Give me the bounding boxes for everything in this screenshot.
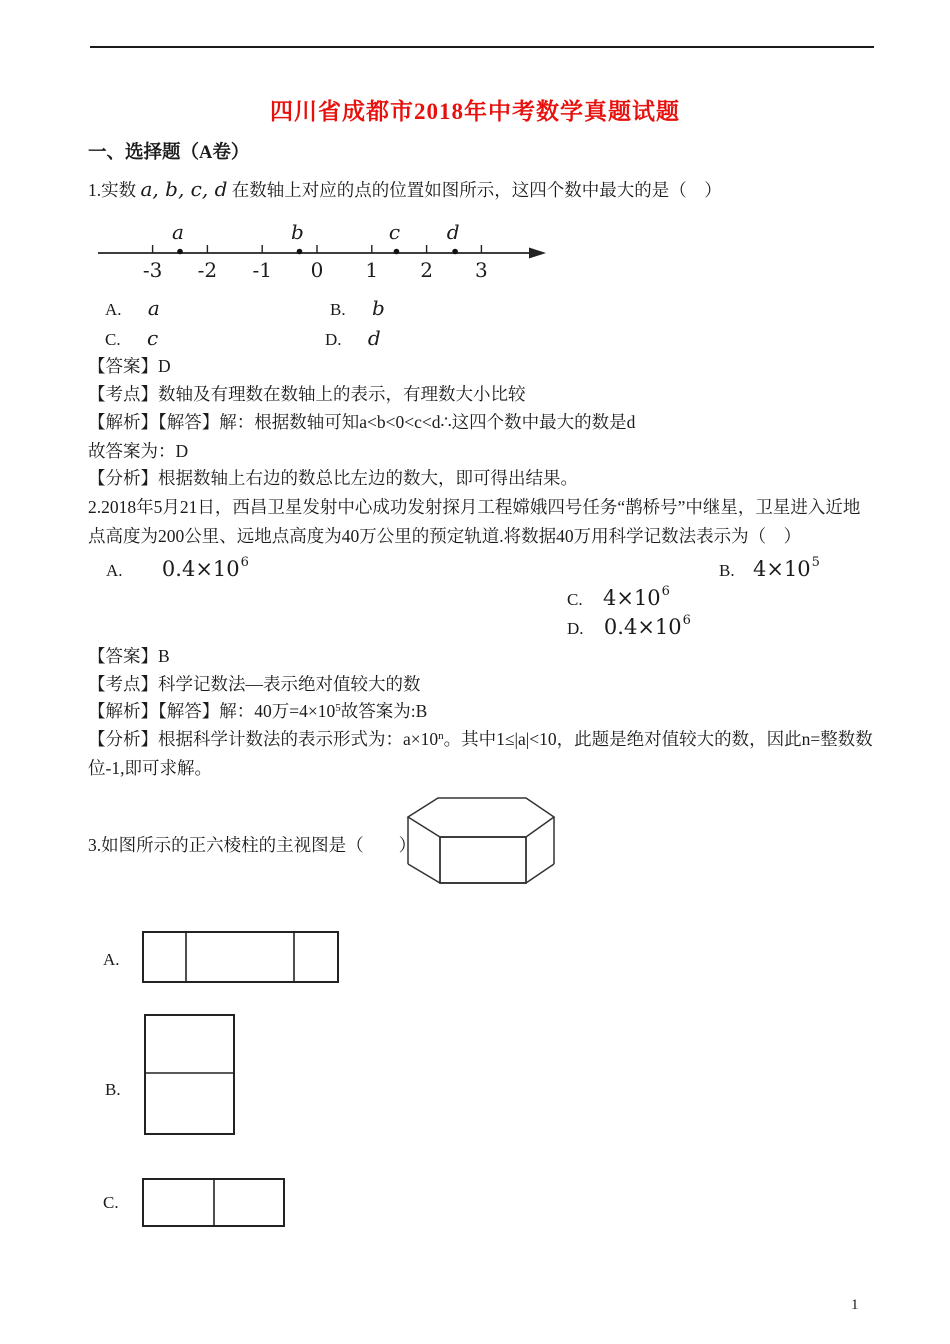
svg-text:2: 2 bbox=[420, 258, 433, 282]
q3-option-b-figure bbox=[144, 1014, 236, 1136]
top-rule bbox=[90, 46, 874, 48]
q2-stem-line1: 2.2018年5月21日，西昌卫星发射中心成功发射探月工程嫦娥四号任务“鹊桥号”中继星，卫星进入近地 bbox=[88, 497, 861, 517]
q1-remark-line: 【分析】根据数轴上右边的数总比左边的数大，即可得出结果。 bbox=[88, 468, 578, 488]
q1-option-c bbox=[105, 326, 158, 351]
q1-answer-line: 【答案】D bbox=[88, 356, 171, 376]
svg-text:d: d bbox=[446, 220, 460, 244]
q1-stem bbox=[88, 177, 722, 202]
q3-option-c-label: C. bbox=[103, 1193, 119, 1212]
svg-text:a: a bbox=[172, 220, 184, 244]
q2-option-c-value: $4\times 10^6$ bbox=[602, 584, 670, 610]
number-line-figure bbox=[88, 215, 553, 295]
q2-option-b-label: B. bbox=[719, 561, 735, 580]
q2-answer-line: 【答案】B bbox=[88, 646, 170, 666]
svg-text:c: c bbox=[388, 220, 401, 244]
svg-text:-2: -2 bbox=[197, 258, 218, 282]
page-title: 四川省成都市2018年中考数学真题试题 bbox=[270, 99, 680, 124]
q1-option-a-value: a bbox=[147, 296, 160, 320]
q2-option-a bbox=[106, 556, 248, 582]
q1-option-a bbox=[105, 296, 160, 321]
q1-option-a-label: A. bbox=[105, 300, 122, 319]
svg-text:1: 1 bbox=[365, 258, 379, 282]
svg-text:b: b bbox=[291, 220, 304, 244]
q2-option-b bbox=[719, 556, 819, 582]
svg-text:-1: -1 bbox=[252, 258, 272, 282]
q2-option-c bbox=[567, 585, 669, 611]
q2-analysis-line: 【解析】【解答】解：40万$=4\times 10^5$故答案为:B bbox=[88, 701, 428, 721]
q3-option-a-label: A. bbox=[103, 950, 120, 969]
q2-option-c-label: C. bbox=[567, 590, 583, 609]
q3-option-c-figure bbox=[142, 1178, 286, 1228]
front-view-two-vertical-sections-drawing bbox=[142, 1178, 286, 1228]
q1-option-d-value: d bbox=[367, 326, 381, 350]
q1-analysis-line: 【解析】【解答】解：根据数轴可知a<b<0<c<d∴这四个数中最大的数是d bbox=[88, 412, 636, 432]
front-view-two-horizontal-sections-drawing bbox=[144, 1014, 236, 1136]
q1-conclusion-line: 故答案为：D bbox=[88, 441, 189, 461]
q2-stem-line2: 点高度为200公里、远地点高度为40万公里的预定轨道.将数据40万用科学记数法表示为（ ） bbox=[88, 526, 802, 546]
hexagonal-prism-figure bbox=[393, 787, 573, 891]
q2-option-d-label: D. bbox=[567, 619, 584, 638]
section-heading: 一、选择题（A卷） bbox=[88, 143, 250, 163]
q1-stem-prefix: 1.实数 bbox=[88, 180, 137, 200]
q2-remark-line2: 位-1,即可求解。 bbox=[88, 758, 212, 778]
q1-stem-variables: a, b, c, d bbox=[140, 177, 228, 201]
q1-option-c-label: C. bbox=[105, 330, 121, 349]
q2-points-tested-line: 【考点】科学记数法—表示绝对值较大的数 bbox=[88, 674, 421, 694]
hexagonal-prism-drawing bbox=[393, 787, 573, 891]
q1-option-b-value: b bbox=[371, 296, 385, 320]
q1-option-c-value: c bbox=[146, 326, 159, 350]
q1-stem-suffix: 在数轴上对应的点的位置如图所示，这四个数中最大的是（ ） bbox=[231, 180, 722, 200]
q3-stem: 3.如图所示的正六棱柱的主视图是（ ） bbox=[88, 835, 417, 855]
q2-option-d-value: $0.4\times 10^6$ bbox=[603, 613, 691, 639]
q1-option-b-label: B. bbox=[330, 300, 346, 319]
q2-option-d bbox=[567, 614, 690, 640]
q3-option-a-figure bbox=[142, 931, 340, 984]
svg-text:3: 3 bbox=[475, 258, 488, 282]
q1-option-d bbox=[325, 326, 381, 351]
q1-points-tested-line: 【考点】数轴及有理数在数轴上的表示，有理数大小比较 bbox=[88, 384, 526, 404]
q1-option-b bbox=[330, 296, 385, 321]
page-number: 1 bbox=[851, 1297, 859, 1313]
q2-option-a-value: $0.4\times 10^6$ bbox=[161, 555, 249, 581]
q2-remark-line1: 【分析】根据科学计数法的表示形式为：$a\times 10^n$。其中1≤|a|<10，此题是绝对值较大的数，因此n=整数数 bbox=[88, 729, 873, 749]
q3-option-b-label: B. bbox=[105, 1080, 121, 1099]
q2-option-a-label: A. bbox=[106, 561, 123, 580]
svg-text:0: 0 bbox=[310, 258, 324, 282]
svg-text:-3: -3 bbox=[142, 258, 163, 282]
q1-option-d-label: D. bbox=[325, 330, 342, 349]
front-view-three-sections-drawing bbox=[142, 931, 340, 984]
q2-option-b-value: $4\times 10^5$ bbox=[752, 555, 820, 581]
